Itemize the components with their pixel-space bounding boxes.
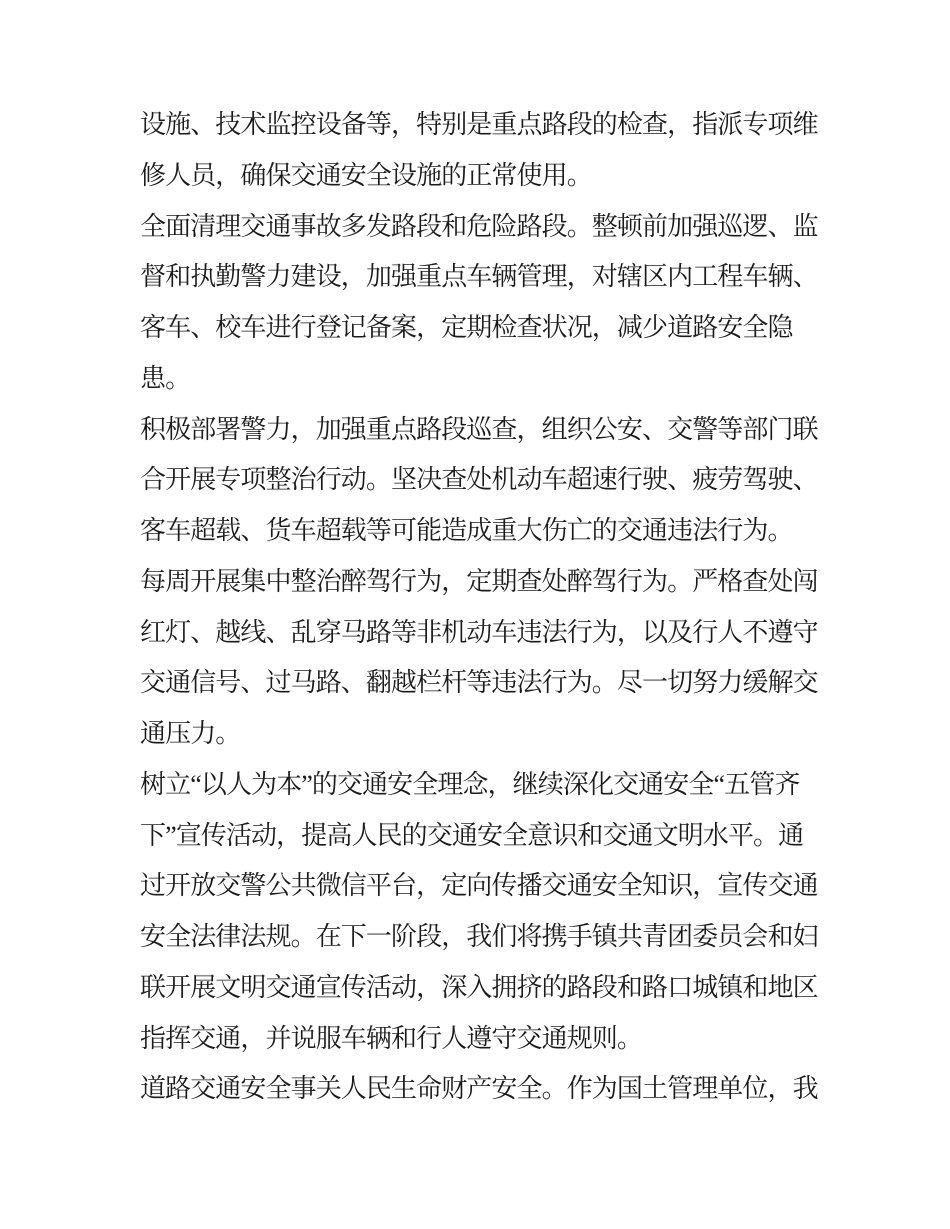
text-line: 积极部署警力，加强重点路段巡查，组织公安、交警等部门联 [140,414,818,444]
paragraph [140,202,840,405]
text-line: 联开展文明交通宣传活动，深入拥挤的路段和路口城镇和地区 [140,972,818,1002]
document-text [140,100,840,1115]
text-line: 客车超载、货车超载等可能造成重大伤亡的交通违法行为。 [140,516,793,545]
text-line: 过开放交警公共微信平台，定向传播交通安全知识，宣传交通 [140,871,818,901]
text-line: 修人员，确保交通安全设施的正常使用。 [140,160,592,190]
text-line: 客车、校车进行登记备案，定期检查状况，减少道路安全隐 [140,313,793,342]
text-line: 道路交通安全事关人民生命财产安全。作为国土管理单位，我 [140,1074,818,1104]
text-line: 指挥交通，并说服车辆和行人遵守交通规则。 [140,1023,643,1053]
text-line: 患。 [140,363,191,393]
text-line: 红灯、越线、乱穿马路等非机动车违法行为，以及行人不遵守 [140,617,818,647]
text-line: 通压力。 [140,719,241,748]
text-line: 合开展专项整治行动。坚决查处机动车超速行驶、疲劳驾驶、 [140,465,818,495]
text-line: 每周开展集中整治醉驾行为，定期查处醉驾行为。严格查处闯 [140,566,818,596]
paragraph [140,760,840,1065]
text-line: 下”宣传活动，提高人民的交通安全意识和交通文明水平。通 [140,820,804,850]
text-line: 安全法律法规。在下一阶段，我们将携手镇共青团委员会和妇 [140,922,818,951]
paragraph [140,557,840,760]
text-line: 交通信号、过马路、翻越栏杆等违法行为。尽一切努力缓解交 [140,668,818,698]
text-line: 全面清理交通事故多发路段和危险路段。整顿前加强巡逻、监 [140,211,818,241]
text-line: 设施、技术监控设备等，特别是重点路段的检查，指派专项维 [140,110,818,139]
paragraph [140,405,840,557]
paragraph [140,100,840,202]
text-line: 督和执勤警力建设，加强重点车辆管理，对辖区内工程车辆、 [140,262,818,292]
text-line: 树立“以人为本”的交通安全理念，继续深化交通安全“五管齐 [140,769,800,799]
paragraph [140,1064,840,1115]
